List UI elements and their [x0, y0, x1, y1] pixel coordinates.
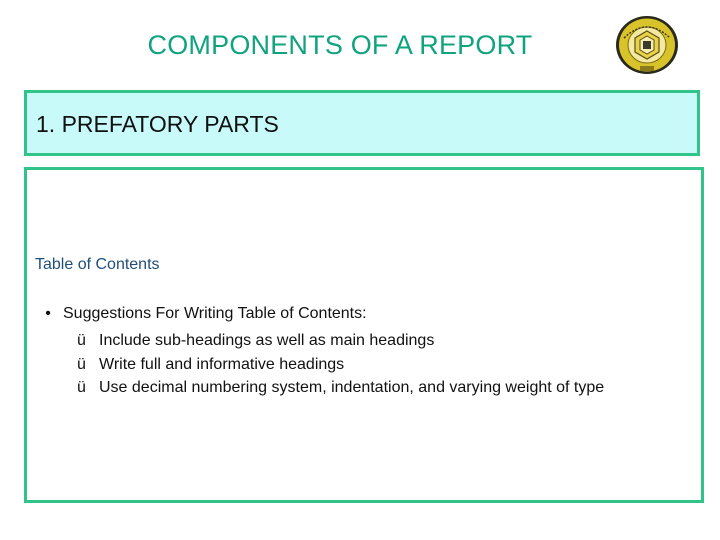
section-header: 1. PREFATORY PARTS — [36, 111, 279, 137]
content-box — [24, 167, 704, 503]
university-seal-icon — [614, 14, 680, 76]
check-icon: ü — [77, 379, 86, 396]
check-icon: ü — [77, 355, 86, 373]
list-item — [77, 329, 604, 353]
checklist — [77, 329, 604, 400]
list-item-text: Include sub-headings as well as main headings — [99, 332, 435, 349]
list-item-text: Use decimal numbering system, indentation, and varying weight of type — [99, 379, 605, 396]
list-item-text: Write full and informative headings — [99, 355, 345, 373]
slide-title: COMPONENTS OF A REPORT — [147, 30, 533, 60]
check-icon: ü — [77, 332, 86, 349]
list-item — [77, 376, 604, 400]
subsection-title: Table of Contents — [35, 256, 160, 273]
list-item — [77, 353, 604, 377]
section-header-box — [24, 90, 700, 156]
bullet-item — [33, 305, 367, 323]
bullet-icon: • — [45, 305, 51, 322]
bullet-text: Suggestions For Writing Table of Contents: — [63, 305, 367, 322]
